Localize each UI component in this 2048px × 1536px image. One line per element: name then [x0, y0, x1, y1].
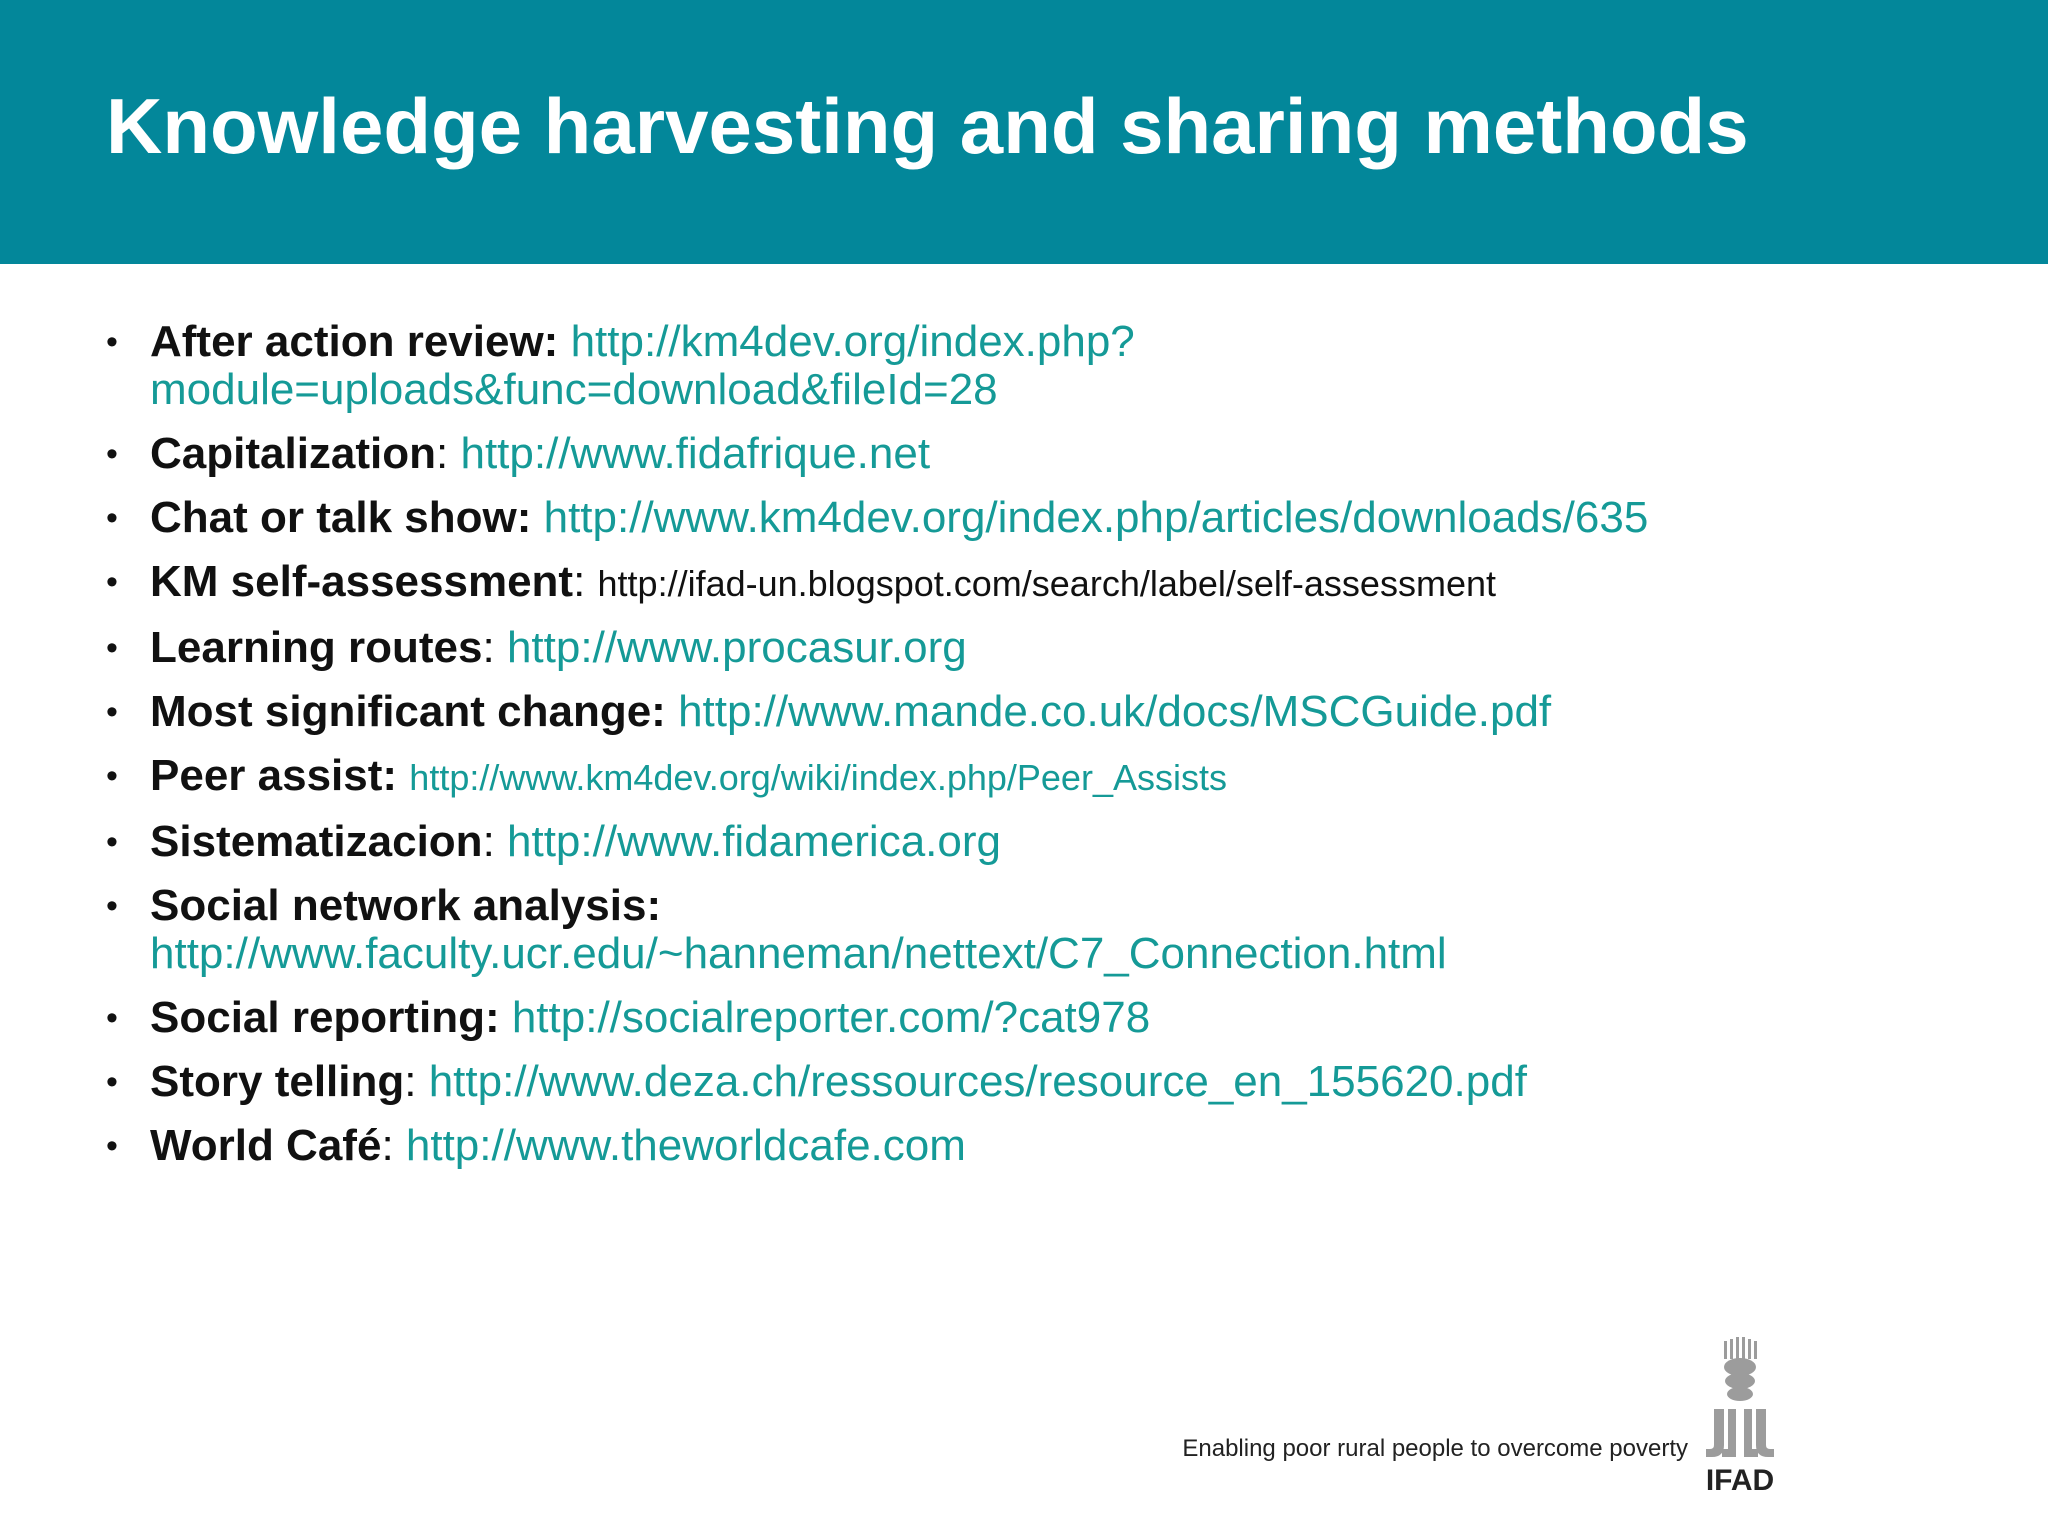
list-item — [106, 994, 1906, 1042]
bullet-icon: • — [106, 887, 118, 925]
bullet-icon: • — [106, 823, 118, 861]
page-title: Knowledge harvesting and sharing methods — [106, 82, 1749, 170]
method-label: Social reporting: — [150, 993, 500, 1042]
bullet-icon: • — [106, 563, 118, 601]
method-link[interactable]: http://ifad-un.blogspot.com/search/label/self-assessment — [597, 563, 1496, 604]
method-link[interactable]: http://www.km4dev.org/wiki/index.php/Peer_Assists — [409, 757, 1227, 798]
bullet-icon: • — [106, 323, 118, 361]
bullet-icon: • — [106, 999, 118, 1037]
list-item: • Sistematizacion: http://www.fidamerica.org — [106, 817, 1001, 866]
method-link[interactable]: http://www.km4dev.org/index.php/articles/downloads/635 — [543, 493, 1649, 542]
method-label: Sistematizacion — [150, 817, 483, 866]
method-link[interactable]: http://www.mande.co.uk/docs/MSCGuide.pdf — [678, 687, 1552, 736]
list-item — [106, 494, 1906, 542]
list-item: • Capitalization: http://www.fidafrique.net — [106, 429, 931, 478]
title-banner — [0, 0, 2048, 264]
bullet-icon: • — [106, 693, 118, 731]
method-label: Story telling — [150, 1057, 405, 1106]
method-link[interactable]: http://www.faculty.ucr.edu/~hanneman/nettext/C7_Connection.html — [150, 929, 1447, 978]
method-link[interactable]: http://socialreporter.com/?cat978 — [511, 993, 1151, 1042]
list-item — [106, 752, 1906, 802]
method-label: World Café — [150, 1121, 382, 1170]
ifad-logo-text: IFAD — [1705, 1464, 1775, 1497]
method-link[interactable]: http://km4dev.org/index.php?module=uploads&func=download&fileId=28 — [150, 317, 1135, 414]
method-label: Peer assist: — [150, 751, 398, 800]
list-item: • KM self-assessment: http://ifad-un.blogspot.com/search/label/self-assessment — [106, 557, 1496, 606]
method-link[interactable]: http://www.fidamerica.org — [507, 817, 1001, 866]
bullet-icon: • — [106, 757, 118, 795]
list-item — [106, 882, 1906, 978]
method-label: Most significant change: — [150, 687, 666, 736]
method-label: Capitalization — [150, 429, 437, 478]
method-label: Learning routes — [150, 623, 483, 672]
method-label: KM self-assessment — [150, 557, 574, 606]
method-label: Social network analysis: — [150, 881, 662, 930]
method-link[interactable]: http://www.theworldcafe.com — [405, 1121, 966, 1170]
method-label: Chat or talk show: — [150, 493, 532, 542]
bullet-icon: • — [106, 1063, 118, 1101]
bullet-icon: • — [106, 499, 118, 537]
methods-list — [106, 318, 1906, 1186]
list-item — [106, 688, 1906, 736]
bullet-icon: • — [106, 1127, 118, 1165]
method-link[interactable]: http://www.fidafrique.net — [460, 429, 931, 478]
method-label: After action review: — [150, 317, 559, 366]
footer-tagline: Enabling poor rural people to overcome poverty — [1182, 1435, 1688, 1462]
bullet-icon: • — [106, 435, 118, 473]
list-item: • Learning routes: http://www.procasur.org — [106, 623, 967, 672]
list-item — [106, 318, 1906, 414]
list-item: • Story telling: http://www.deza.ch/ressources/resource_en_155620.pdf — [106, 1057, 1527, 1106]
method-link[interactable]: http://www.procasur.org — [506, 623, 967, 672]
method-link[interactable]: http://www.deza.ch/ressources/resource_en_155620.pdf — [428, 1057, 1527, 1106]
bullet-icon: • — [106, 629, 118, 667]
list-item: • World Café: http://www.theworldcafe.com — [106, 1121, 966, 1170]
